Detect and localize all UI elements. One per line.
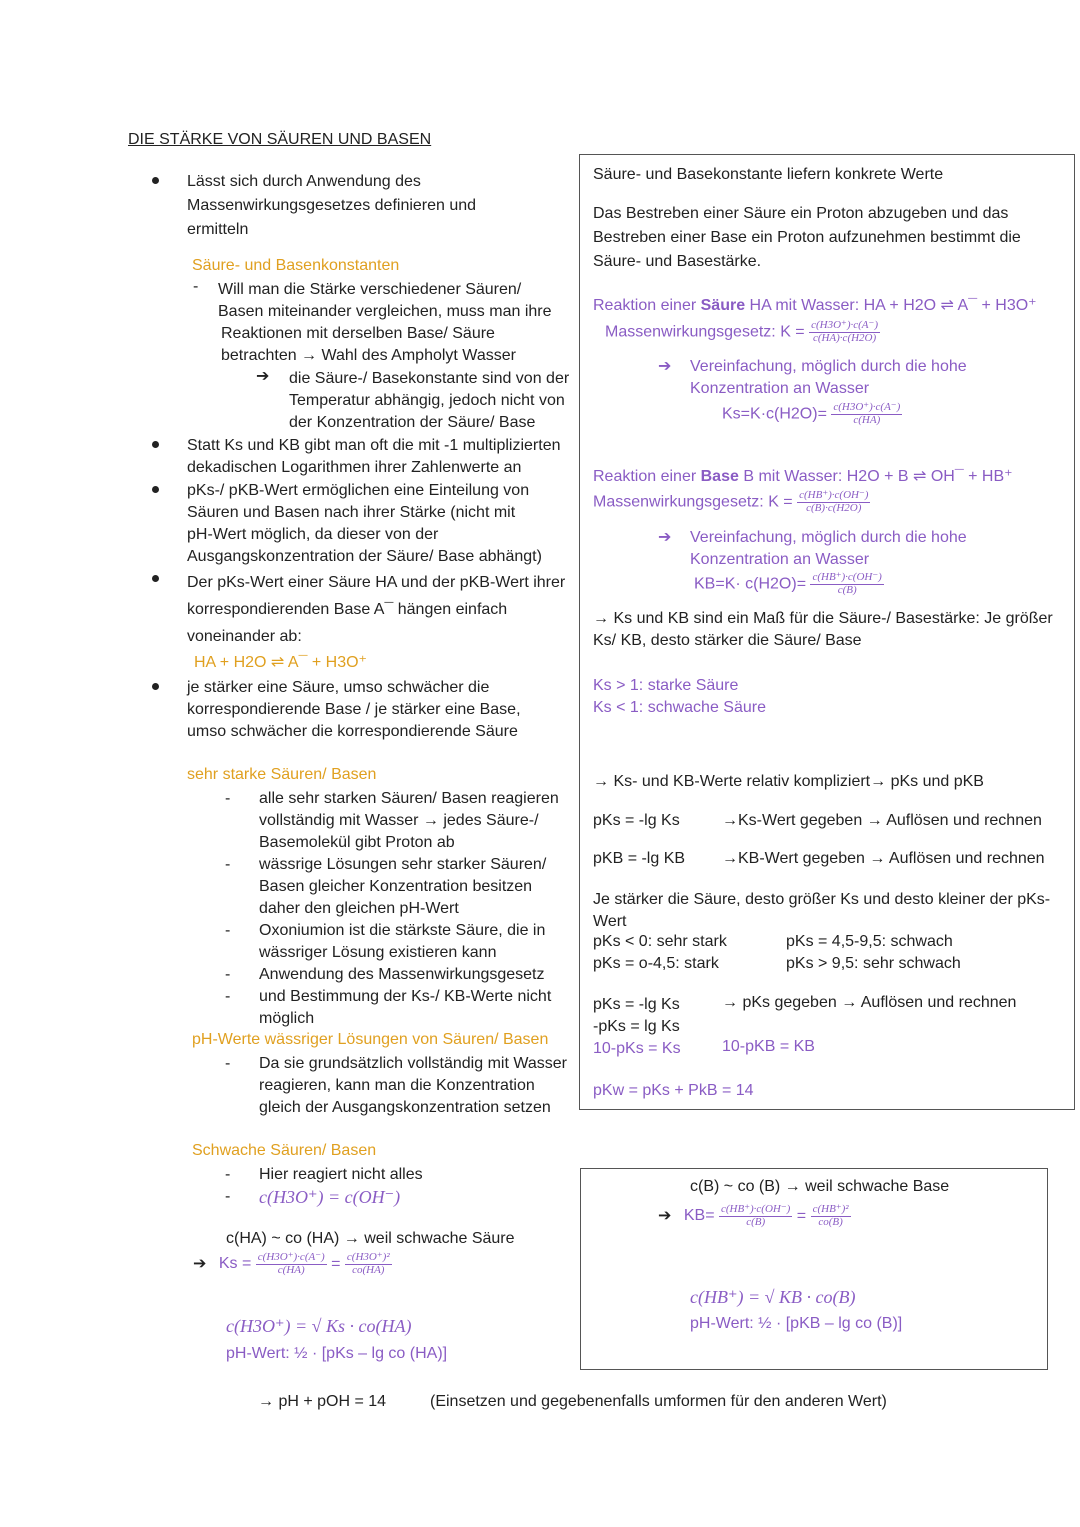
page-title: DIE STÄRKE VON SÄUREN UND BASEN <box>128 131 432 148</box>
list-item: - alle sehr starken Säuren/ Basen reagieren vollständig mit Wasser → jedes Säure-/ Basemolekül gibt Proton ab <box>225 788 559 854</box>
right-content <box>593 164 1071 274</box>
class-c4: pKs > 9,5: sehr schwach <box>786 955 961 972</box>
pks-note: →Ks-Wert gegeben → Auflösen und rechnen <box>722 812 1042 829</box>
pkb-def: pKB = -lg KB <box>593 850 686 867</box>
heading-konstanten: Säure- und Basenkonstanten <box>192 257 400 274</box>
list-item: - Anwendung des Massenwirkungsgesetz <box>225 964 559 986</box>
ph-poh: → pH + pOH = 14 <box>258 1393 387 1410</box>
text-line: daher den gleichen pH-Wert <box>259 900 459 917</box>
text-line: Basen gleicher Konzentration besitzen <box>259 878 533 895</box>
arrow-icon: ➔ <box>256 368 270 385</box>
text-line: alle sehr starken Säuren/ Basen reagieren <box>259 790 559 807</box>
class-c1: pKs < 0: sehr stark <box>593 933 727 950</box>
heading-ph: pH-Werte wässriger Lösungen von Säuren/ Basen <box>192 1031 549 1048</box>
schwach-list <box>225 1164 423 1208</box>
kb-formula: ➔ KB= $\frac{c(HB^+)\cdot c(OH^-)}{c(B)}$ = $\frac{\text{c(HB⁺)²}}{co(B)}$ <box>658 1203 849 1228</box>
text-line: Ks > 1: starke Säure <box>593 677 739 694</box>
je-text <box>187 677 521 743</box>
ph-formula-b: pH-Wert: ½ · [pKB – lg co (B)] <box>690 1315 903 1332</box>
formula-lhs: KB= <box>683 1207 715 1225</box>
text-line: und Bestimmung der Ks-/ KB-Werte nicht <box>259 988 552 1005</box>
text-line: Reaktionen mit derselben Base/ Säure <box>221 325 495 342</box>
text-line: Je stärker die Säure, desto größer Ks und desto kleiner der pKs- <box>593 891 1051 908</box>
pkw: pKw = pKs + PkB = 14 <box>593 1082 754 1099</box>
ph-formula: pH-Wert: ½ · [pKs – lg co (HA)] <box>226 1345 448 1362</box>
text-line: Säure- und Basekonstante liefern konkrete Werte <box>593 166 944 183</box>
text-line: gleich der Ausgangskonzentration setzen <box>259 1099 551 1116</box>
text-line: die Säure-/ Basekonstante sind von der <box>289 370 570 387</box>
cha-text: c(HA) ~ co (HA) → weil schwache Säure <box>226 1230 515 1247</box>
text-line: vollständig mit Wasser → jedes Säure-/ <box>259 812 539 829</box>
text-line: Das Bestreben einer Säure ein Proton abzugeben und das <box>593 205 1009 222</box>
fraction: $\frac{\text{c(H3O⁺)²}}{co(HA)}$ <box>346 1251 390 1276</box>
text-line: Wert <box>593 913 627 930</box>
text-line: ermitteln <box>187 221 249 238</box>
text-line: Ks < 1: schwache Säure <box>593 699 766 716</box>
text-line: Temperatur abhängig, jedoch nicht von <box>289 392 565 409</box>
sqrt-formula: c(H3O⁺) = √ Ks · co(HA) <box>226 1316 412 1336</box>
text-line: dekadischen Logarithmen ihrer Zahlenwerte an <box>187 459 522 476</box>
text-line: Anwendung des Massenwirkungsgesetz <box>259 966 545 983</box>
text-line: möglich <box>259 1010 315 1027</box>
ph-poh-note: (Einsetzen und gegebenenfalls umformen für den anderen Wert) <box>430 1393 887 1410</box>
text-line: korrespondierende Base / je stärker eine Base, <box>187 701 521 718</box>
konstanten-text <box>218 279 552 367</box>
korr-text <box>187 569 565 650</box>
bullet <box>152 441 159 448</box>
mass-text <box>593 608 1053 652</box>
text-line: Da sie grundsätzlich vollständig mit Wasser <box>259 1055 567 1072</box>
text-line: Vereinfachung, möglich durch die hohe <box>690 358 967 375</box>
formula: c(H3O⁺) = c(OH⁻) <box>259 1187 401 1207</box>
text-line: Vereinfachung, möglich durch die hohe <box>690 529 967 546</box>
list-item: - und Bestimmung der Ks-/ KB-Werte nicht möglich <box>225 986 559 1030</box>
text-line: Bestreben einer Base ein Proton aufzunehmen bestimmt die <box>593 229 1021 246</box>
text-line: Säure- und Basestärke. <box>593 253 762 270</box>
class-c3: pKs = o-4,5: stark <box>593 955 719 972</box>
vereinf2-text <box>658 527 967 571</box>
fraction: $\frac{c(HB^+)\cdot c(OH^-)}{c(B)\cdot c(H2O)}$ <box>799 489 869 514</box>
intro-text <box>187 170 476 242</box>
cb-text: c(B) ~ co (B) → weil schwache Base <box>690 1178 950 1195</box>
list-item: - Oxoniumion ist die stärkste Säure, die in wässriger Lösung existieren kann <box>225 920 559 964</box>
text-line: Oxoniumion ist die stärkste Säure, die in <box>259 922 546 939</box>
bullet <box>152 486 159 493</box>
fraction: $\frac{c(H3O^+)\cdot c(A^-)}{c(HA)\cdot c(H2O)}$ <box>811 319 878 344</box>
fraction: $\frac{\text{c(HB⁺)²}}{co(B)}$ <box>812 1203 849 1228</box>
ks-classes <box>593 675 766 719</box>
base-box <box>580 1168 1048 1370</box>
pks-text <box>187 480 542 568</box>
text-line: -pKs = lg Ks <box>593 1018 680 1035</box>
text-line: pKs = -lg Ks <box>593 996 680 1013</box>
bullet <box>152 177 159 184</box>
kb-eq: KB=K· c(H2O)= $\frac{c(HB^+)\cdot c(OH^-)}{c(B)}$ <box>694 571 882 596</box>
text-line: pKs-/ pKB-Wert ermöglichen eine Einteilung von <box>187 482 530 499</box>
eq-kb: 10-pKB = KB <box>722 1038 815 1055</box>
reaction-equation: HA + H2O ⇌ A¯ + H3O⁺ <box>194 654 367 671</box>
text-line: Basemolekül gibt Proton ab <box>259 834 455 851</box>
arrow-icon: ➔ <box>658 358 672 375</box>
vereinf-text <box>658 356 967 400</box>
text-line: wässriger Lösung existieren kann <box>259 944 497 961</box>
pkb-note: →KB-Wert gegeben → Auflösen und rechnen <box>722 850 1045 867</box>
formula-lhs: Ks = <box>218 1255 252 1273</box>
reaction-base: Reaktion einer Base B mit Wasser: H2O + B ⇌ OH¯ + HB⁺ <box>593 468 1013 485</box>
mwg-formula: Massenwirkungsgesetz: K = $\frac{c(H3O^+)\cdot c(A^-)}{c(HA)\cdot c(H2O)}$ <box>605 319 878 344</box>
pks-def: pKs = -lg Ks <box>593 812 680 829</box>
je-right <box>593 889 1050 933</box>
eq-note: → pKs gegeben → Auflösen und rechnen <box>722 994 1017 1011</box>
text-line: Der pKs-Wert einer Säure HA und der pKB-Wert ihrer <box>187 574 566 591</box>
text-line: Ks/ KB, desto stärker die Säure/ Base <box>593 632 862 649</box>
temp-text <box>289 368 569 434</box>
text-line: der Konzentration der Säure/ Base <box>289 414 536 431</box>
statt-text <box>187 435 561 479</box>
reaction-saeure: Reaktion einer Säure HA mit Wasser: HA + H2O ⇌ A¯ + H3O⁺ <box>593 297 1037 314</box>
fraction: $\frac{c(H3O^+)\cdot c(A^-)}{c(HA)}$ <box>257 1251 325 1276</box>
text-line: betrachten → Wahl des Ampholyt Wasser <box>221 347 516 364</box>
kompl-text: → Ks- und KB-Werte relativ kompliziert→ pKs und pKB <box>593 773 984 790</box>
text-line: umso schwächer die korrespondierende Säure <box>187 723 518 740</box>
text-line: Hier reagiert nicht alles <box>259 1166 423 1183</box>
bullet <box>152 683 159 690</box>
stark-list <box>225 788 559 1030</box>
text-line: Massenwirkungsgesetzes definieren und <box>187 197 477 214</box>
list-item: - c(H3O⁺) = c(OH⁻) <box>225 1186 423 1208</box>
text-line: → Ks und KB sind ein Maß für die Säure-/ Basestärke: Je größer <box>593 610 1053 627</box>
fraction: $\frac{c(HB^+)\cdot c(OH^-)}{c(B)}$ <box>812 571 882 596</box>
mwg2-formula: Massenwirkungsgesetz: K = $\frac{c(HB^+)\cdot c(OH^-)}{c(B)\cdot c(H2O)}$ <box>593 489 869 514</box>
eq-block <box>593 994 681 1060</box>
text-line: Will man die Stärke verschiedener Säuren/ <box>218 281 522 298</box>
sqrt-formula-b: c(HB⁺) = √ KB · co(B) <box>690 1287 856 1307</box>
class-c2: pKs = 4,5-9,5: schwach <box>786 933 953 950</box>
heading-stark: sehr starke Säuren/ Basen <box>187 766 377 783</box>
text-line: pH-Wert möglich, da dieser von der <box>187 526 439 543</box>
heading-schwach: Schwache Säuren/ Basen <box>192 1142 377 1159</box>
text-line: Basen miteinander vergleichen, muss man ihre <box>218 303 552 320</box>
list-item: - Hier reagiert nicht alles <box>225 1164 423 1186</box>
text-line: Ausgangskonzentration der Säure/ Base abhängt) <box>187 548 542 565</box>
dash: - <box>193 278 199 295</box>
ph-text: - Da sie grundsätzlich vollständig mit Wasser reagieren, kann man die Konzentration gleich der Ausgangskonzentration setzen <box>225 1053 567 1119</box>
arrow-icon: ➔ <box>193 1255 207 1273</box>
text-line: 10-pKs = Ks <box>593 1040 681 1057</box>
fraction: $\frac{c(H3O^+)\cdot c(A^-)}{c(HA)}$ <box>833 401 901 426</box>
fraction: $\frac{c(HB^+)\cdot c(OH^-)}{c(B)}$ <box>721 1203 791 1228</box>
text-line: Konzentration an Wasser <box>690 380 870 397</box>
text-line: wässrige Lösungen sehr starker Säuren/ <box>259 856 547 873</box>
text-line: Lässt sich durch Anwendung des <box>187 173 421 190</box>
arrow-icon: ➔ <box>658 1207 672 1225</box>
text-line: Konzentration an Wasser <box>690 551 870 568</box>
text-line: voneinander ab: <box>187 628 302 645</box>
text-line: korrespondierenden Base A¯ hängen einfach <box>187 601 508 618</box>
ks-formula: ➔ Ks = $\frac{c(H3O^+)\cdot c(A^-)}{c(HA)}$ = $\frac{\text{c(H3O⁺)²}}{co(HA)}$ <box>193 1251 390 1276</box>
arrow-icon: ➔ <box>658 529 672 546</box>
text-line: Säuren und Basen nach ihrer Stärke (nicht mit <box>187 504 516 521</box>
text-line: reagieren, kann man die Konzentration <box>259 1077 535 1094</box>
text-line: Statt Ks und KB gibt man oft die mit -1 multiplizierten <box>187 437 561 454</box>
ks-eq: Ks=K·c(H2O)= $\frac{c(H3O^+)\cdot c(A^-)}{c(HA)}$ <box>722 401 901 426</box>
text-line: je stärker eine Säure, umso schwächer die <box>187 679 490 696</box>
list-item: - wässrige Lösungen sehr starker Säuren/ Basen gleicher Konzentration besitzen daher den gleichen pH-Wert <box>225 854 559 920</box>
bullet <box>152 575 159 582</box>
